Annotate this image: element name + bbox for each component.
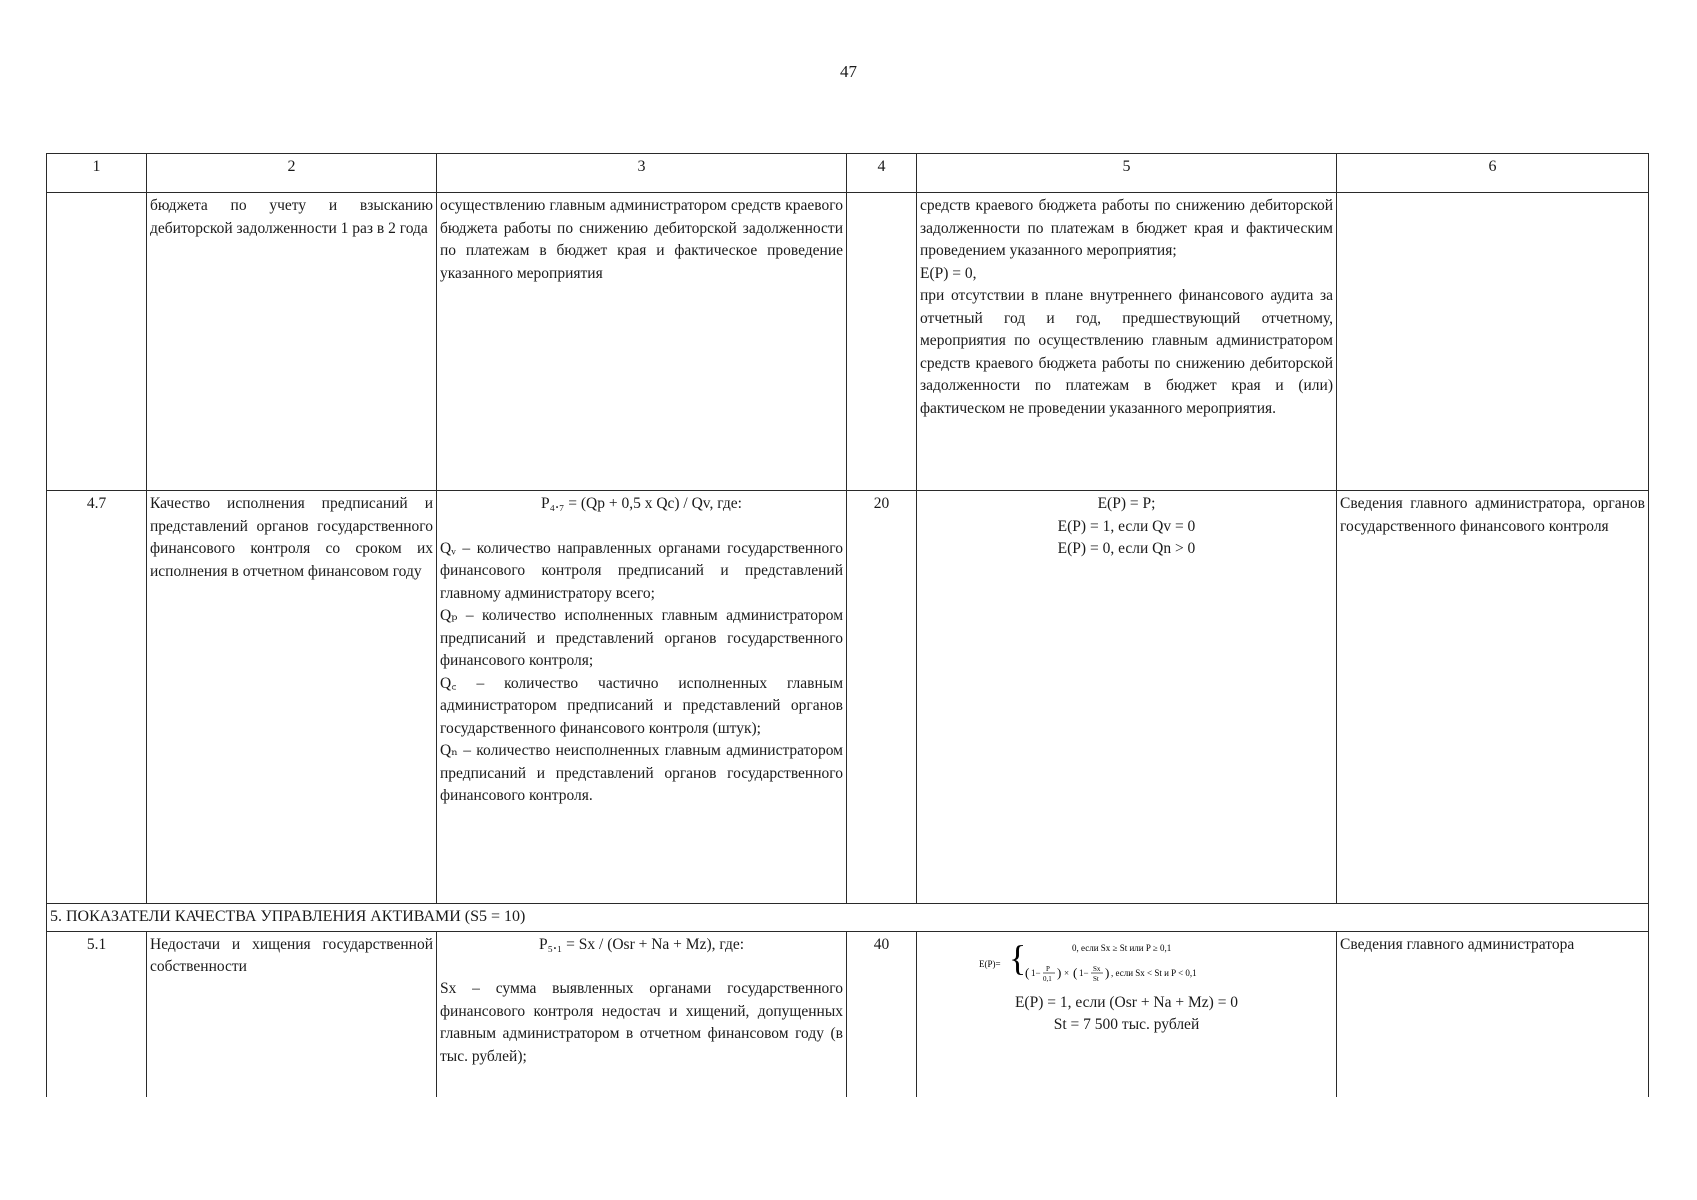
continuation-row [47, 193, 1649, 491]
piecewise-case-2: , если Sx < St и P < 0,1 [1110, 967, 1197, 978]
weight: 20 [847, 491, 917, 904]
fraction-numerator: Sx [1092, 964, 1100, 973]
evaluation-text: при отсутствии в плане внутреннего финансового аудита за отчетный год и год, предшествующий отчетному, мероприятия по осуществлению главным администратором средств краевого бюджета работы по снижению дебиторской задолженности по платежам в бюджет края и (или) фактическом не проведении указанного мероприятия. [920, 287, 1333, 417]
data-source: Сведения главного администратора, органов государственного финансового контроля [1337, 491, 1649, 904]
piecewise-case-1: 0, если Sx ≥ St или P ≥ 0,1 [1071, 942, 1171, 953]
fraction-denominator: St [1092, 974, 1099, 983]
piecewise-bracket: ( [1072, 964, 1077, 980]
weight: 40 [847, 931, 917, 1097]
piecewise-brace: { [1008, 937, 1026, 978]
indicator-number: 5.1 [47, 931, 147, 1097]
indicator-number-cell [47, 193, 147, 491]
indicator-name-cell: бюджета по учету и взысканию дебиторской задолженности 1 раз в 2 года [147, 193, 437, 491]
calculation-cell: осуществлению главным администратором средств краевого бюджета работы по снижению дебиторской задолженности по платежам в бюджет края и фактическое проведение указанного мероприятия [437, 193, 847, 491]
calculation-cell [437, 491, 847, 904]
evaluation-rule: E(P) = 1, если (Osr + Na + Mz) = 0 [1014, 993, 1239, 1011]
column-number: 2 [147, 154, 437, 193]
definition: Qᵥ – количество направленных органами государственного финансового контроля предписаний и представлений главному администратору всего; [440, 539, 843, 602]
piecewise-bracket: ) [1104, 964, 1109, 980]
column-number: 4 [847, 154, 917, 193]
piecewise-bracket: ) [1056, 964, 1061, 980]
column-number: 6 [1337, 154, 1649, 193]
weight-cell [847, 193, 917, 491]
column-number: 1 [47, 154, 147, 193]
indicator-row-4-7 [47, 491, 1649, 904]
formula: P₄.₇ = (Qp + 0,5 x Qc) / Qv, где: [541, 495, 742, 512]
data-source: Сведения главного администратора [1337, 931, 1649, 1097]
section-5-row [47, 904, 1649, 932]
fraction-denominator: 0,1 [1042, 974, 1052, 983]
evaluation-cell [917, 193, 1337, 491]
evaluation-text: E(P) = 0, [920, 264, 977, 282]
section-title: 5. ПОКАЗАТЕЛИ КАЧЕСТВА УПРАВЛЕНИЯ АКТИВАМИ (S5 = 10) [47, 904, 1649, 932]
piecewise-one: 1− [1030, 967, 1041, 978]
source-cell [1337, 193, 1649, 491]
calculation-cell [437, 931, 847, 1097]
indicator-name: Качество исполнения предписаний и представлений органов государственного финансового контроля со сроком их исполнения в отчетном финансовом году [147, 491, 437, 904]
column-number-row [47, 154, 1649, 193]
formula: P₅.₁ = Sx / (Osr + Na + Mz), где: [538, 935, 745, 953]
piecewise-one: 1− [1078, 967, 1089, 978]
piecewise-lhs: E(P)= [978, 958, 1001, 969]
column-number: 3 [437, 154, 847, 193]
fraction-numerator: P [1045, 964, 1050, 973]
piecewise-times: × [1063, 967, 1069, 978]
column-number: 5 [917, 154, 1337, 193]
definition: Qₙ – количество неисполненных главным администратором предписаний и представлений органов государственного финансового контроля. [440, 742, 843, 804]
evaluation-rule: E(P) = 0, если Qn > 0 [1057, 540, 1196, 557]
evaluation-text: средств краевого бюджета работы по снижению дебиторской задолженности по платежам в бюджет края и фактическим проведением указанного мероприятия; [920, 197, 1333, 259]
indicator-number: 4.7 [47, 491, 147, 904]
indicator-row-5-1 [47, 931, 1649, 1097]
page-number: 47 [840, 62, 857, 81]
evaluation-cell [917, 491, 1337, 904]
evaluation-cell [917, 931, 1337, 1097]
evaluation-rule: E(P) = 1, если Qv = 0 [1057, 517, 1196, 535]
indicator-name: Недостачи и хищения государственной собственности [147, 931, 437, 1097]
definition: Q꜀ – количество частично исполненных главным администратором предписаний и представлений органов государственного финансового контроля (штук); [440, 674, 843, 737]
indicators-table [46, 153, 1649, 1097]
definition: Qₚ – количество исполненных главным администратором предписаний и представлений органов государственного финансового контроля; [440, 607, 843, 669]
piecewise-formula [977, 936, 1277, 986]
definition: Sx – сумма выявленных органами государственного финансового контроля недостач и хищений, допущенных главным администратором в отчетном финансовом году (в тыс. рублей); [440, 980, 843, 1065]
evaluation-rule: E(P) = P; [1097, 495, 1156, 512]
evaluation-rule: St = 7 500 тыс. рублей [1053, 1016, 1200, 1033]
piecewise-bracket: ( [1024, 964, 1029, 980]
